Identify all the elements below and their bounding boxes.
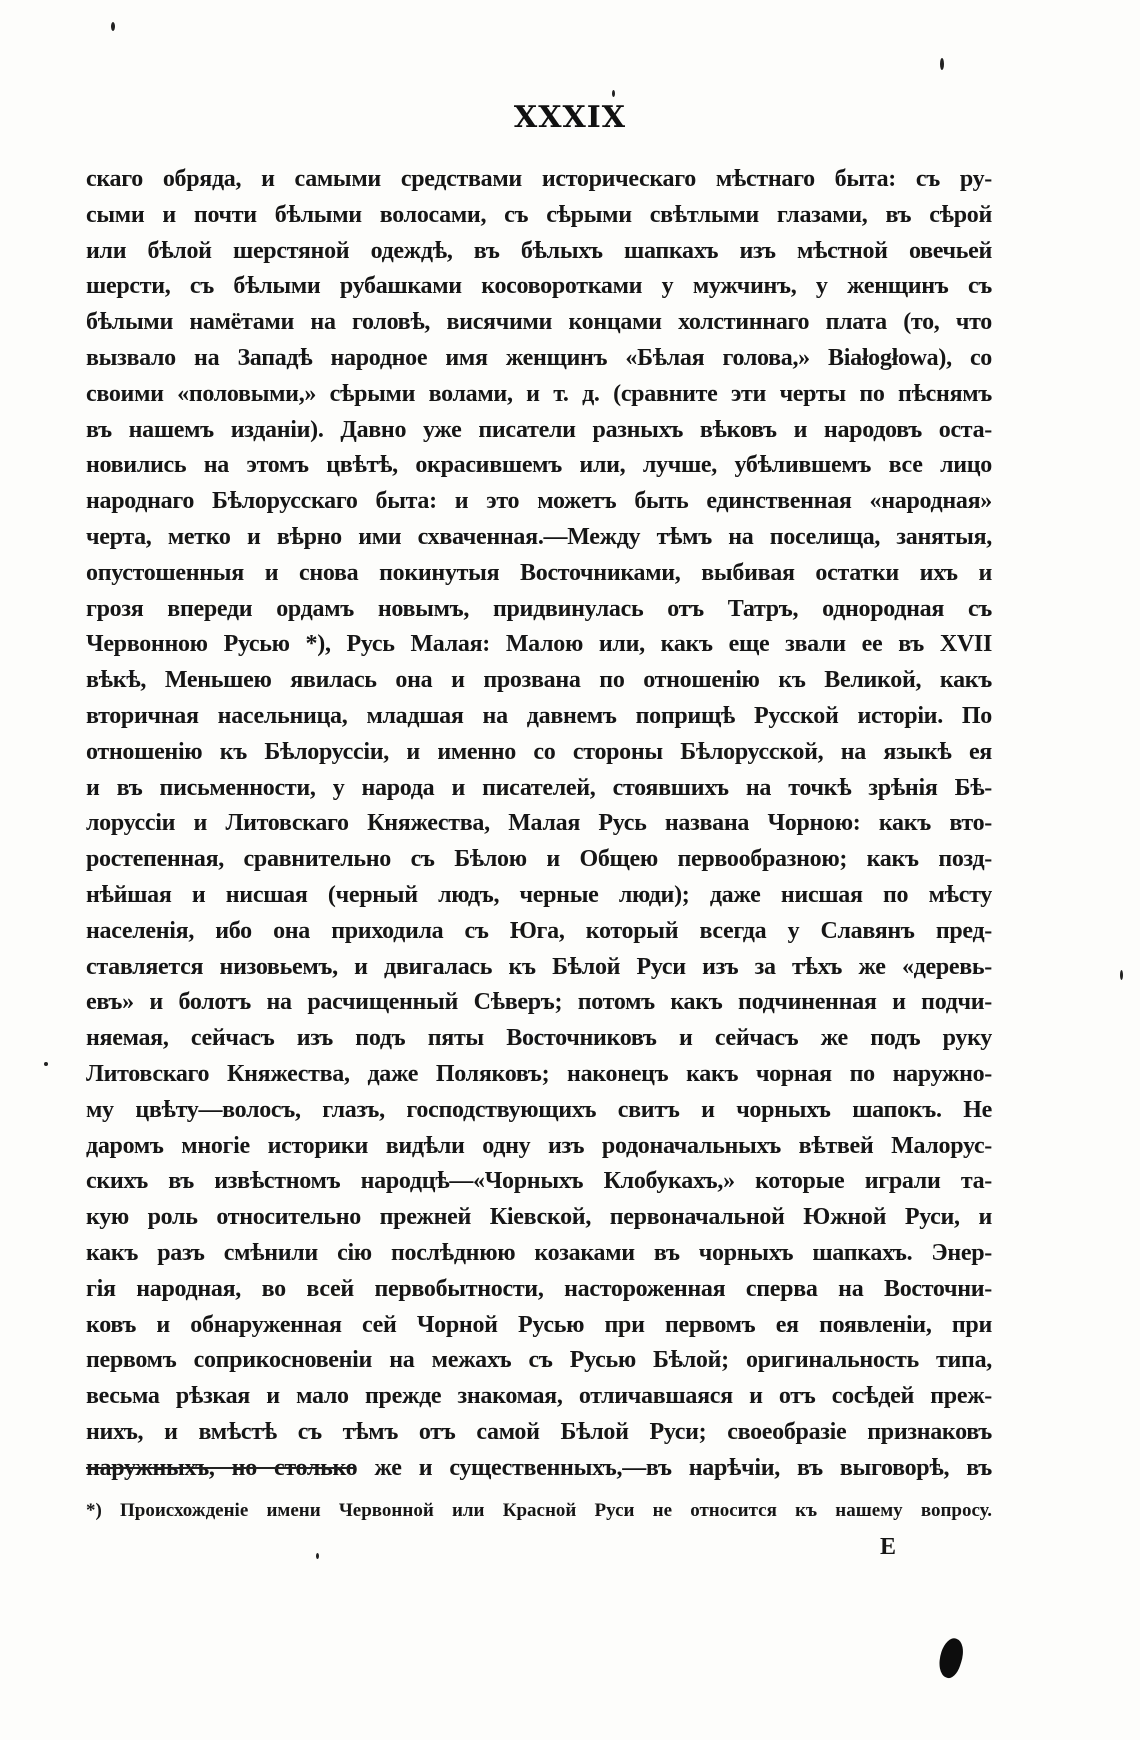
text-line: скаго обряда, и самыми средствами историческаго мѣстнаго быта: съ ру- bbox=[86, 166, 992, 192]
text-line: вызвало на Западѣ народное имя женщинъ «Бѣлая голова,» Białogłowa), со bbox=[86, 344, 992, 371]
page-number: XXXIX bbox=[513, 100, 627, 135]
text-line: вѣкѣ, Меньшею явилась она и прозвана по отношенію къ Великой, какъ bbox=[86, 667, 992, 694]
text-line: первомъ соприкосновеніи на межахъ съ Русью Бѣлой; оригинальность типа, bbox=[86, 1347, 992, 1374]
text-line: гія народная, во всей первобытности, настороженная сперва на Восточни- bbox=[86, 1275, 992, 1302]
text-line: грозя впереди ордамъ новымъ, придвинулась отъ Татръ, однородная съ bbox=[86, 595, 992, 622]
text-line: ростепенная, сравнительно съ Бѣлою и Общею первообразною; какъ позд- bbox=[86, 846, 992, 873]
text-line: въ нашемъ изданіи). Давно уже писатели разныхъ вѣковъ и народовъ оста- bbox=[86, 416, 992, 443]
body-text bbox=[86, 162, 992, 1486]
ink-speck bbox=[1120, 970, 1123, 980]
text-line: Червонною Русью *), Русь Малая: Малою или, какъ еще звали ее въ XVII bbox=[86, 631, 992, 658]
text-line: ставляется низовьемъ, и двигалась къ Бѣлой Руси изъ за тѣхъ же «деревь- bbox=[86, 953, 992, 980]
text-line: черта, метко и вѣрно ими схваченная.—Между тѣмъ на поселища, занятыя, bbox=[86, 523, 992, 550]
text-line: или бѣлой шерстяной одеждѣ, въ бѣлыхъ шапкахъ изъ мѣстной овечьей bbox=[86, 237, 992, 264]
text-line: вторичная насельница, младшая на давнемъ поприщѣ Русской исторіи. По bbox=[86, 702, 992, 729]
text-line: няемая, сейчасъ изъ подъ пяты Восточниковъ и сейчасъ же подъ руку bbox=[86, 1025, 992, 1052]
text-line: своими «половыми,» сѣрыми волами, и т. д. (сравните эти черты по пѣснямъ bbox=[86, 380, 992, 407]
text-line: му цвѣту—волосъ, глазъ, господствующихъ свитъ и чорныхъ шапокъ. Не bbox=[86, 1096, 992, 1123]
text-line: ковъ и обнаруженная сей Чорной Русью при первомъ ея появленіи, при bbox=[86, 1311, 992, 1338]
text-line: весьма рѣзкая и мало прежде знакомая, отличавшаяся и отъ сосѣдей преж- bbox=[86, 1383, 992, 1410]
text-line: и въ письменности, у народа и писателей, стоявшихъ на точкѣ зрѣнія Бѣ- bbox=[86, 774, 992, 801]
ink-blot bbox=[934, 1636, 967, 1681]
text-line: сыми и почти бѣлыми волосами, съ сѣрыми свѣтлыми глазами, въ сѣрой bbox=[86, 201, 992, 228]
text-line: лоруссіи и Литовскаго Княжества, Малая Русь названа Чорною: какъ вто- bbox=[86, 810, 992, 837]
signature-mark: Е bbox=[880, 1534, 897, 1560]
text-line: какъ разъ смѣнили сію послѣднюю козаками въ чорныхъ шапкахъ. Энер- bbox=[86, 1239, 992, 1266]
text-line: даромъ многіе историки видѣли одну изъ родоначальныхъ вѣтвей Малорус- bbox=[86, 1132, 992, 1159]
text-line: народнаго Бѣлорусскаго быта: и это можетъ быть единственная «народная» bbox=[86, 488, 992, 515]
text-line: опустошенныя и снова покинутыя Восточниками, выбивая остатки ихъ и bbox=[86, 559, 992, 586]
text-line: шерсти, съ бѣлыми рубашками косоворотками у мужчинъ, у женщинъ съ bbox=[86, 273, 992, 300]
text-line: нихъ, и вмѣстѣ съ тѣмъ отъ самой Бѣлой Руси; своеобразіе признаковъ bbox=[86, 1418, 992, 1445]
text-line: населенія, ибо она приходила съ Юга, который всегда у Славянъ пред- bbox=[86, 917, 992, 944]
text-line: отношенію къ Бѣлоруссіи, и именно со стороны Бѣлорусской, на языкѣ ея bbox=[86, 738, 992, 765]
text-line: евъ» и болотъ на расчищенный Сѣверъ; потомъ какъ подчиненная и подчи- bbox=[86, 989, 992, 1016]
text-line: бѣлыми намётами на головѣ, висячими концами холстиннаго плата (то, что bbox=[86, 309, 992, 336]
text-line: Литовскаго Княжества, даже Поляковъ; наконецъ какъ чорная по наружно- bbox=[86, 1060, 992, 1087]
text-line: нѣйшая и нисшая (черный людъ, черные люди); даже нисшая по мѣсту bbox=[86, 881, 992, 908]
text-line: наружныхъ, но столько же и существенныхъ,—въ нарѣчіи, въ выговорѣ, въ bbox=[86, 1454, 992, 1481]
ink-speck bbox=[44, 1062, 48, 1066]
footnote-divider bbox=[86, 1467, 356, 1469]
footnote: *) Происхожденіе имени Червонной или Красной Руси не относится къ нашему вопросу. bbox=[86, 1500, 992, 1521]
ink-speck bbox=[111, 22, 115, 31]
text-line: новились на этомъ цвѣтѣ, окрасившемъ или, лучше, убѣлившемъ все лицо bbox=[86, 452, 992, 479]
text-line: скихъ въ извѣстномъ народцѣ—«Чорныхъ Клобукахъ,» которые играли та- bbox=[86, 1168, 992, 1195]
ink-speck bbox=[940, 58, 944, 70]
text-line: кую роль относительно прежней Кіевской, первоначальной Южной Руси, и bbox=[86, 1204, 992, 1231]
ink-speck bbox=[316, 1553, 319, 1559]
ink-speck bbox=[612, 90, 615, 97]
